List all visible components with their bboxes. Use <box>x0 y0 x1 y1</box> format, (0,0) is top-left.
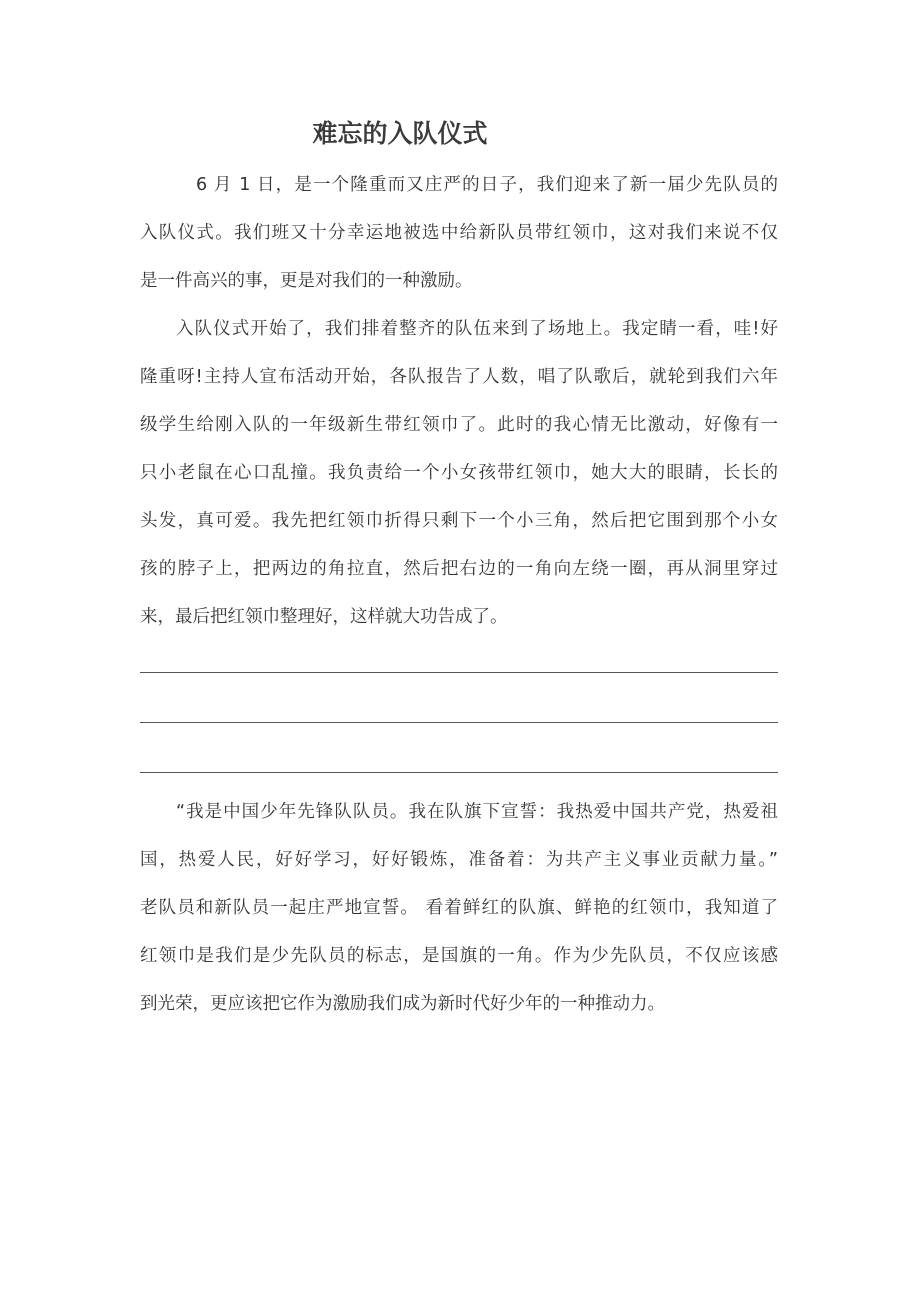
text-line: 只小老鼠在心口乱撞。我负责给一个小女孩带红领巾，她大大的眼睛，长长的 <box>140 463 778 483</box>
paragraph-3 <box>140 788 778 1028</box>
text-line: 红领巾是我们是少先队员的标志，是国旗的一角。作为少先队员，不仅应该感 <box>140 946 778 966</box>
blank-answer-line <box>140 772 778 773</box>
text-line: 孩的脖子上，把两边的角拉直，然后把右边的一角向左绕一圈，再从洞里穿过 <box>140 559 778 579</box>
text-line: 老队员和新队员一起庄严地宣誓。 看着鲜红的队旗、鲜艳的红领巾，我知道了 <box>140 898 778 918</box>
paragraph-2 <box>140 305 778 641</box>
text-line: 国，热爱人民，好好学习，好好锻炼，准备着：为共产主义事业贡献力量。” <box>140 850 778 870</box>
text-line: 级学生给刚入队的一年级新生带红领巾了。此时的我心情无比激动，好像有一 <box>140 415 778 435</box>
text-line: 隆重呀!主持人宣布活动开始，各队报告了人数，唱了队歌后，就轮到我们六年 <box>140 367 778 387</box>
blank-answer-line <box>140 722 778 723</box>
blank-answer-line <box>140 672 778 673</box>
text-line: 入队仪式。我们班又十分幸运地被选中给新队员带红领巾，这对我们来说不仅 <box>140 223 778 243</box>
text-line: 来，最后把红领巾整理好，这样就大功告成了。 <box>140 607 508 627</box>
text-line: 到光荣，更应该把它作为激励我们成为新时代好少年的一种推动力。 <box>140 994 665 1014</box>
text-line: “我是中国少年先锋队队员。我在队旗下宣誓：我热爱中国共产党，热爱祖 <box>176 802 778 822</box>
paragraph-1 <box>140 161 778 305</box>
document-title: 难忘的入队仪式 <box>312 119 488 148</box>
text-line: 6 月 1 日，是一个隆重而又庄严的日子，我们迎来了新一届少先队员的 <box>196 175 778 195</box>
text-line: 入队仪式开始了，我们排着整齐的队伍来到了场地上。我定睛一看，哇!好 <box>176 319 778 339</box>
text-line: 是一件高兴的事，更是对我们的一种激励。 <box>140 271 473 291</box>
text-line: 头发，真可爱。我先把红领巾折得只剩下一个小三角，然后把它围到那个小女 <box>140 511 778 531</box>
